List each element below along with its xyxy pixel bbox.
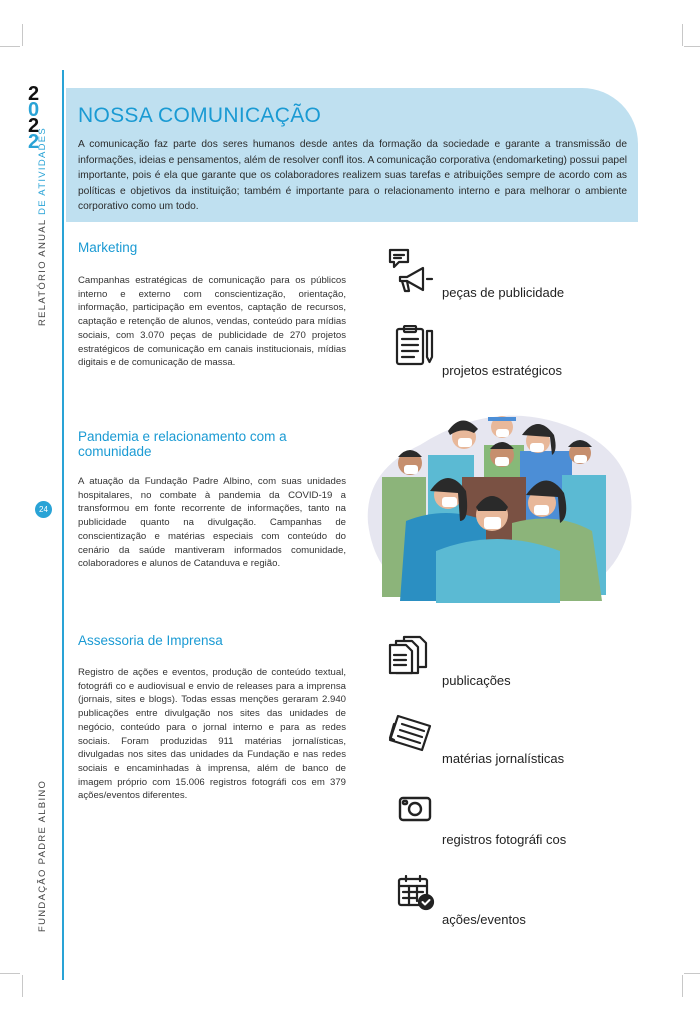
stat-label: projetos estratégicos [442, 363, 562, 378]
org-name: FUNDAÇÃO PADRE ALBINO [37, 779, 48, 932]
section-title-pandemia: Pandemia e relacionamento com a comunidade [78, 429, 287, 459]
stat-label: registros fotográfi cos [442, 832, 567, 847]
newspaper-icon [388, 712, 434, 752]
calendar-check-icon [397, 875, 435, 911]
crop-mark [0, 46, 20, 47]
intro-paragraph: A comunicação faz parte dos seres humanos desde antes da formação da sociedade e garante a transmissão de informações, ideias e pensamentos, além de resolver confl itos. A comunicação corporativa (endomarketing) possui papel importante, pois é ela que garante que os colaboradores realizem suas tarefas e atribuições sempre de acordo com as políticas e objetivos da instituição; também é importante para o relacionamento interno e para melhorar o ambiente corporativo como um todo. [78, 139, 627, 212]
documents-icon [388, 635, 432, 675]
stat-label: publicações [442, 673, 511, 688]
sidebar-divider [62, 70, 64, 980]
crop-mark [684, 46, 700, 47]
page-title: NOSSA COMUNICAÇÃO [78, 104, 322, 127]
section-title-imprensa: Assessoria de Imprensa [78, 633, 223, 648]
page-number: 24 [35, 501, 52, 518]
stat-label: matérias jornalísticas [442, 751, 565, 766]
report-label: RELATÓRIO ANUAL DE ATIVIDADES [37, 126, 48, 326]
year-digit: 0 [28, 99, 40, 121]
section-text-imprensa: Registro de ações e eventos, produção de conteúdo textual, fotográfi co e audiovisual e envio de releases para a imprensa (jornais, sites e blogs). Todas essas menções geraram 2.940 publicações entre divulgação nos sites das unidades de negócio, conteúdo para o jornal interno e para as redes sociais. Foram produzidas 911 matérias jornalísticas, divulgadas nos sites das unidades da Fundação e nas redes sociais e encaminhadas à imprensa, além de banco de imagem próprio com 15.006 registros fotográfi cos em 379 ações/eventos diferentes. [78, 667, 346, 802]
camera-icon [398, 794, 432, 822]
clipboard-pencil-icon [394, 325, 434, 367]
year-digit: 2 [28, 83, 40, 105]
megaphone-chat-icon [386, 247, 434, 295]
crop-mark [682, 975, 683, 997]
crop-mark [684, 973, 700, 974]
masked-crowd-illustration [362, 405, 644, 603]
crop-mark [22, 24, 23, 46]
section-text-marketing: Campanhas estratégicas de comunicação para os públicos interno e externo com conscientização, orientação, informação, participação em eventos, captação de recursos, captação e retenção de alunos, vendas, conteúdo para mídias sociais, com 3.070 peças de publicidade de 270 projetos estratégicos de comunicação em canais institucionais, mídias digitais e de comunicação de massa. [78, 275, 346, 369]
crop-mark [22, 975, 23, 997]
crop-mark [682, 24, 683, 46]
stat-label: peças de publicidade [442, 285, 565, 300]
section-title-marketing: Marketing [78, 240, 138, 255]
section-text-pandemia: A atuação da Fundação Padre Albino, com suas unidades hospitalares, no combate à pandemia da COVID-19 a transformou em fonte recorrente de informações, tanto na publicidade quanto na divulgação. Campanhas de conscientização e matérias especiais com conteúdo do cenário da saúde mantiveram informados comunidade, colaboradores e alunos de Catanduva e região. [78, 476, 346, 570]
crop-mark [0, 973, 20, 974]
stat-label: ações/eventos [442, 912, 526, 927]
year-digit: 2 [28, 131, 40, 153]
year-digit: 2 [28, 115, 40, 137]
